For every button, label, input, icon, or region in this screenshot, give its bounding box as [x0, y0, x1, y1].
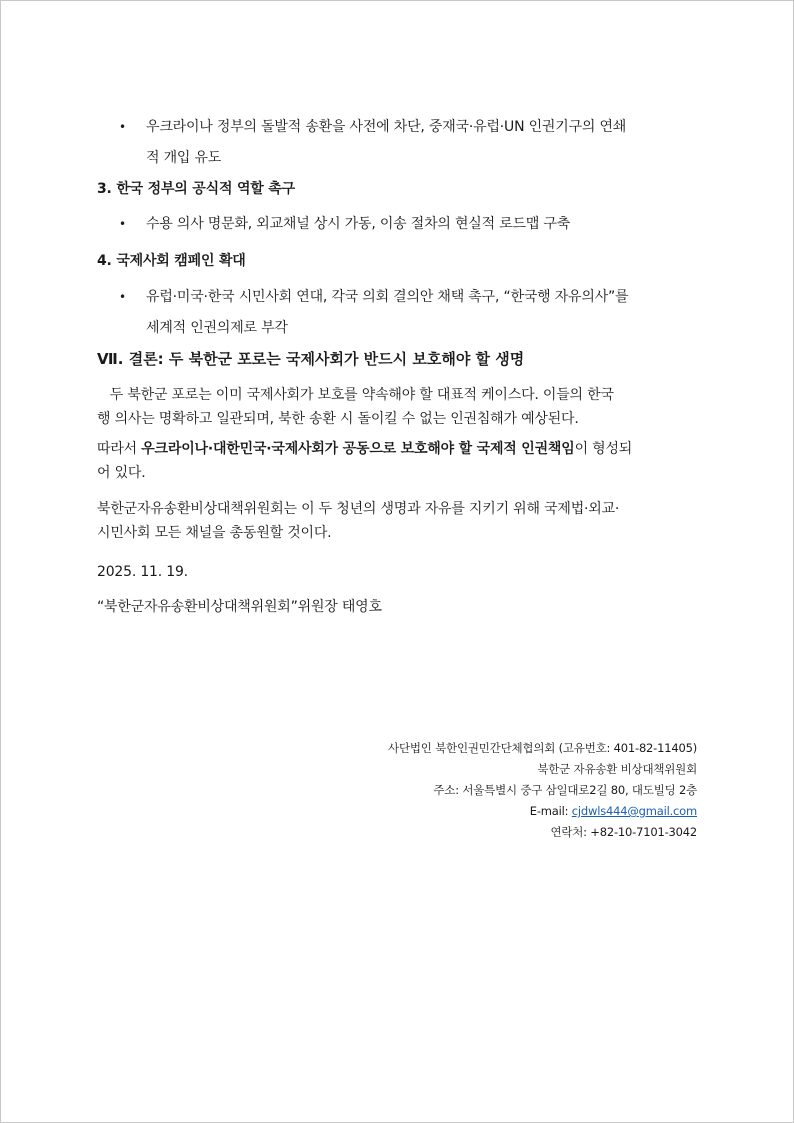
section-heading: 4. 국제사회 캠페인 확대 [97, 253, 246, 269]
footer-org: 사단법인 북한인권민간단체협의회 (고유번호: 401-82-11405) [388, 741, 697, 755]
bullet-text [146, 282, 701, 344]
footer-committee: 북한군 자유송환 비상대책위원회 [537, 762, 697, 776]
bullet-dot-icon: • [119, 120, 127, 134]
email-link[interactable]: cjdwls444@gmail.com [571, 804, 697, 818]
conclusion-paragraph-1 [97, 383, 701, 431]
signature-line: “북한군자유송환비상대책위원회”위원장 태영호 [97, 599, 382, 615]
paragraph-text: 이 형성되 [574, 441, 633, 457]
document-date: 2025. 11. 19. [97, 564, 188, 580]
bullet-line: 적 개입 유도 [146, 150, 222, 166]
footer-address: 주소: 서울특별시 중구 삼일대로2길 80, 대도빌딩 2층 [433, 783, 697, 797]
bullet-line: 우크라이나 정부의 돌발적 송환을 사전에 차단, 중재국·유럽·UN 인권기구의 연쇄 [146, 119, 627, 135]
email-label: E-mail: [529, 804, 572, 818]
paragraph-text: 따라서 [97, 441, 142, 457]
bullet-line: 유럽·미국·한국 시민사회 연대, 각국 의회 결의안 채택 촉구, “한국행 자유의사”를 [146, 289, 629, 305]
conclusion-paragraph-2 [97, 437, 701, 485]
bullet-text: 수용 의사 명문화, 외교채널 상시 가동, 이송 절차의 현실적 로드맵 구축 [146, 216, 571, 232]
bullet-line: 세계적 인권의제로 부각 [146, 320, 288, 336]
paragraph-line: 시민사회 모든 채널을 총동원할 것이다. [97, 525, 332, 541]
footer-contact: 연락처: +82-10-7101-3042 [550, 825, 697, 839]
bullet-dot-icon: • [119, 290, 127, 304]
paragraph-line: 두 북한군 포로는 이미 국제사회가 보호를 약속해야 할 대표적 케이스다. 이들의 한국 [97, 387, 614, 403]
paragraph-line: 어 있다. [97, 465, 146, 481]
paragraph-line: 북한군자유송환비상대책위원회는 이 두 청년의 생명과 자유를 지키기 위해 국제법·외교· [97, 501, 620, 517]
conclusion-paragraph-3 [97, 497, 701, 545]
bullet-text [146, 112, 701, 174]
paragraph-line: 행 의사는 명확하고 일관되며, 북한 송환 시 돌이킬 수 없는 인권침해가 예상된다. [97, 411, 579, 427]
conclusion-title: Ⅶ. 결론: 두 북한군 포로는 국제사회가 반드시 보호해야 할 생명 [97, 350, 525, 368]
section-heading: 3. 한국 정부의 공식적 역할 촉구 [97, 181, 295, 197]
bullet-dot-icon: • [119, 217, 127, 231]
footer-email [530, 801, 697, 822]
emphasis-text: 우크라이나·대한민국·국제사회가 공동으로 보호해야 할 국제적 인권책임 [141, 441, 575, 457]
